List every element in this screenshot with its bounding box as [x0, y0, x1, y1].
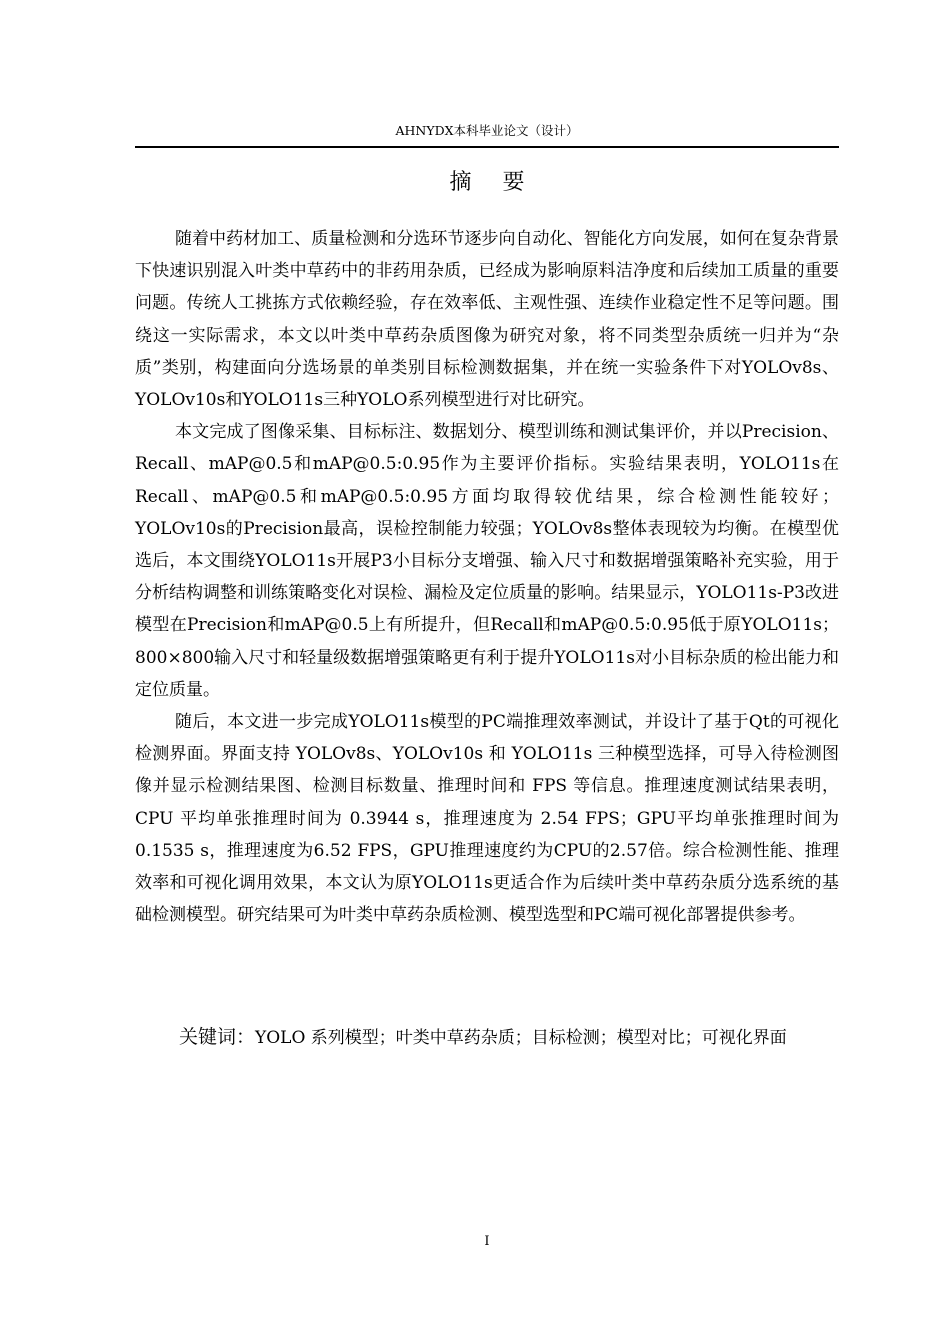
keywords-text: YOLO 系列模型；叶类中草药杂质；目标检测；模型对比；可视化界面 [255, 1028, 787, 1048]
abstract-body [135, 223, 839, 931]
abstract-title: 摘 要 [449, 170, 537, 195]
abstract-paragraph-1: 随着中药材加工、质量检测和分选环节逐步向自动化、智能化方向发展，如何在复杂背景下快速识别混入叶类中草药中的非药用杂质，已经成为影响原料洁净度和后续加工质量的重要问题。传统人工挑拣方式依赖经验，存在效率低、主观性强、连续作业稳定性不足等问题。围绕这一实际需求，本文以叶类中草药杂质图像为研究对象，将不同类型杂质统一归并为“杂质”类别，构建面向分选场景的单类别目标检测数据集，并在统一实验条件下对YOLOv8s、YOLOv10s和YOLO11s三种YOLO系列模型进行对比研究。 [135, 229, 839, 411]
page-number: I [484, 1234, 490, 1249]
keywords-label: 关键词： [179, 1026, 256, 1048]
abstract-paragraph-3: 随后，本文进一步完成YOLO11s模型的PC端推理效率测试，并设计了基于Qt的可视化检测界面。界面支持 YOLOv8s、YOLOv10s 和 YOLO11s 三种模型选择，可导入待检测图像并显示检测结果图、检测目标数量、推理时间和 FPS 等信息。推理速度测试结果表明，CPU 平均单张推理时间为 0.3944 s，推理速度为 2.54 FPS；GPU平均单张推理时间为0.1535 s，推理速度为6.52 FPS，GPU推理速度约为CPU的2.57倍。综合检测性能、推理效率和可视化调用效果，本文认为原YOLO11s更适合作为后续叶类中草药杂质分选系统的基础检测模型。研究结果可为叶类中草药杂质检测、模型选型和PC端可视化部署提供参考。 [135, 712, 839, 926]
keywords-line [135, 1021, 839, 1054]
header-rule [135, 146, 839, 148]
running-header: AHNYDX本科毕业论文（设计） [395, 123, 579, 138]
abstract-paragraph-2: 本文完成了图像采集、目标标注、数据划分、模型训练和测试集评价，并以Precision、Recall、mAP@0.5和mAP@0.5:0.95作为主要评价指标。实验结果表明，YOLO11s在Recall、mAP@0.5和mAP@0.5:0.95方面均取得较优结果，综合检测性能较好；YOLOv10s的Precision最高，误检控制能力较强；YOLOv8s整体表现较为均衡。在模型优选后，本文围绕YOLO11s开展P3小目标分支增强、输入尺寸和数据增强策略补充实验，用于分析结构调整和训练策略变化对误检、漏检及定位质量的影响。结果显示，YOLO11s-P3改进模型在Precision和mAP@0.5上有所提升，但Recall和mAP@0.5:0.95低于原YOLO11s；800×800输入尺寸和轻量级数据增强策略更有利于提升YOLO11s对小目标杂质的检出能力和定位质量。 [135, 422, 839, 700]
